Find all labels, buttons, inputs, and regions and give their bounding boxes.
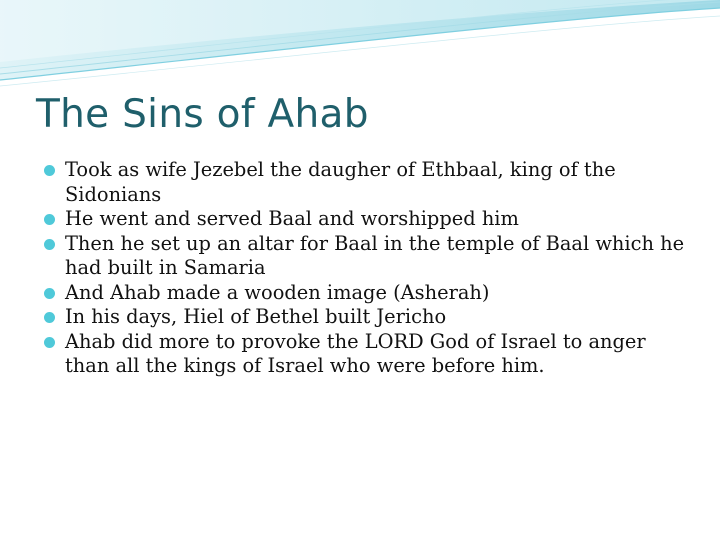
bullet-text: In his days, Hiel of Bethel built Jericho [65, 305, 447, 328]
list-item [44, 207, 694, 232]
bullet-text: And Ahab made a wooden image (Asherah) [65, 280, 490, 304]
bullet-list [44, 158, 694, 379]
bullet-icon [44, 337, 55, 348]
slide-title: The Sins of Ahab [36, 92, 369, 137]
bullet-icon [44, 312, 55, 323]
bullet-text: Then he set up an altar for Baal in the temple of Baal which he had built in Samaria [65, 231, 685, 279]
decorative-header-wave [0, 0, 720, 90]
list-item [44, 330, 694, 379]
bullet-text: He went and served Baal and worshipped him [65, 207, 519, 230]
bullet-text: Ahab did more to provoke the LORD God of Israel to anger than all the kings of Israel who were before him. [65, 329, 646, 377]
bullet-text: Took as wife Jezebel the daugher of Ethbaal, king of the Sidonians [65, 158, 616, 206]
list-item [44, 232, 694, 281]
list-item [44, 281, 694, 306]
bullet-icon [44, 165, 55, 176]
bullet-icon [44, 288, 55, 299]
bullet-icon [44, 239, 55, 250]
list-item [44, 305, 694, 330]
bullet-icon [44, 214, 55, 225]
list-item [44, 158, 694, 207]
